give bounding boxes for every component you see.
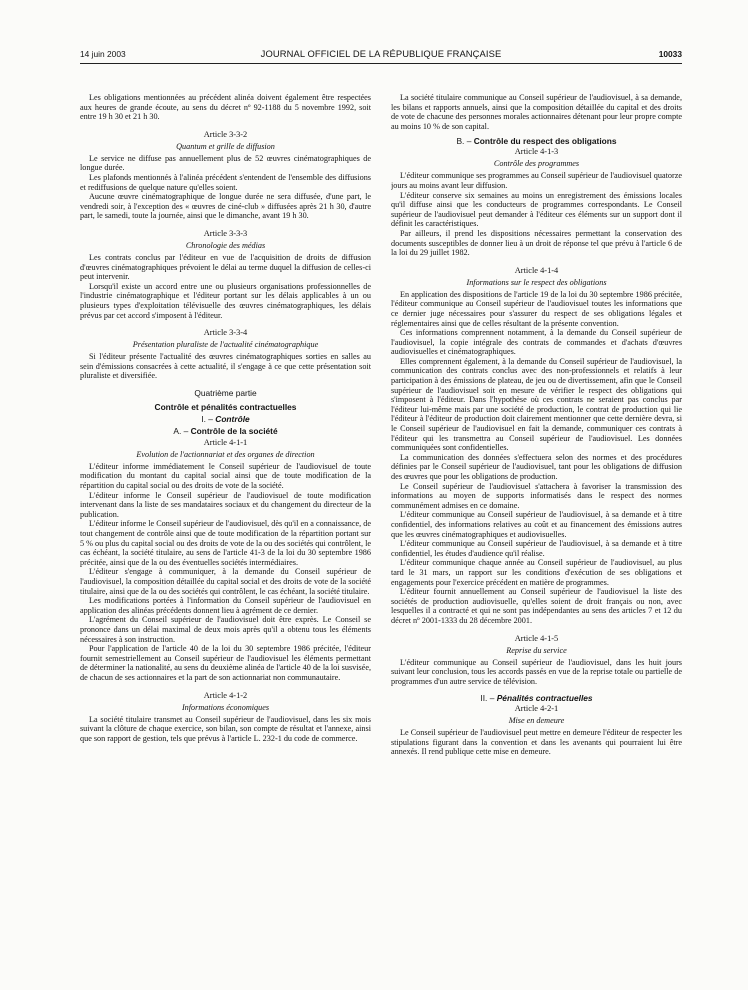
- article-heading: Article 3-3-3: [203, 228, 248, 238]
- section-title: Contrôle du respect des obligations: [473, 136, 617, 147]
- article-heading: Article 3-3-4: [203, 328, 248, 338]
- paragraph: La société titulaire communique au Conseil supérieur de l'audiovisuel, à sa demande, les bilans et rapports annuels, ainsi que la composition détaillée du capital et des droits de vote de chacune des personnes morales actionnaires détenant pour leur propre compte au moins 10 % de son capital.: [391, 93, 682, 131]
- article-subtitle: Informations sur le respect des obligations: [466, 277, 607, 287]
- paragraph: L'éditeur communique au Conseil supérieur de l'audiovisuel, à sa demande et à titre confidentiel, des informations relatives au coût et au financement des émissions autres que les œuvres cinématographiques et audiovisuelles.: [391, 510, 682, 539]
- paragraph: Elles comprennent également, à la demande du Conseil supérieur de l'audiovisuel, la communication des contrats conclus avec des non-professionnels et relatifs à leur participation à des émissions de plateau, de jeu ou de divertissement, afin que le Conseil supérieur de l'audiovisuel soit en mesure de vérifier le respect des obligations qui s'imposent à l'éditeur. Dans l'hypothèse où ces contrats ne seraient pas conclus par l'éditeur lui-même mais par une société de production, le contrat de production qui lie l'éditeur à l'éditeur de production doit clairement mentionner que cette dernière devra, si le Conseil supérieur de l'audiovisuel en fait la demande, communiquer ces contrats à l'éditeur qui les transmettra au Conseil supérieur de l'audiovisuel. Les données communiquées sont confidentielles.: [391, 356, 682, 453]
- header-page-number: 10033: [658, 49, 682, 59]
- section-title: Contrôle de la société: [190, 425, 278, 436]
- paragraph: L'éditeur communique ses programmes au Conseil supérieur de l'audiovisuel quatorze jours au moins avant leur diffusion.: [391, 171, 682, 190]
- article-subtitle: Evolution de l'actionnariat et des organes de direction: [136, 449, 315, 459]
- header-date: 14 juin 2003: [80, 49, 126, 59]
- section-number: A. –: [173, 425, 189, 436]
- section-heading-I: [80, 414, 371, 424]
- paragraph: Ces informations comprennent notamment, à la demande du Conseil supérieur de l'audiovisuel, la copie intégrale des contrats de commandes et d'achats d'œuvres audiovisuelles et cinématographiques.: [391, 328, 682, 357]
- article-subtitle: Informations économiques: [181, 702, 270, 712]
- article-subtitle: Quantum et grille de diffusion: [176, 141, 275, 151]
- article-subtitle: Mise en demeure: [508, 716, 565, 726]
- right-column: [391, 93, 682, 973]
- article-heading: Article 4-1-2: [203, 690, 248, 700]
- paragraph: L'éditeur communique au Conseil supérieur de l'audiovisuel, à sa demande et à titre confidentiel, les études d'audience qu'il réalise.: [391, 539, 682, 558]
- article-heading: Article 4-1-3: [514, 147, 559, 157]
- paragraph: La communication des données s'effectuera selon des normes et des procédures définies par le Conseil supérieur de l'audiovisuel, tant pour les obligations de diffusion des œuvres que pour les obligations de production.: [391, 452, 682, 481]
- paragraph: L'éditeur s'engage à communiquer, à la demande du Conseil supérieur de l'audiovisuel, la composition détaillée du capital social et des droits de vote de la société titulaire, ainsi que de la ou des sociétés qui contrôlent, le cas échéant, la société titulaire.: [80, 567, 371, 596]
- paragraph: Les obligations mentionnées au précédent alinéa doivent également être respectées aux heures de grande écoute, au sens du décret nº 92-1188 du 5 novembre 1992, soit entre 19 h 30 et 21 h 30.: [80, 93, 371, 122]
- paragraph: Lorsqu'il existe un accord entre une ou plusieurs organisations professionnelles de l'industrie cinématographique et l'éditeur portant sur les délais applicables à un ou plusieurs types d'exploitation télévisuelle des œuvres cinématographiques, les délais prévus par cet accord s'imposent à l'éditeur.: [80, 281, 371, 320]
- paragraph: Par ailleurs, il prend les dispositions nécessaires permettant la conservation des documents susceptibles de donner lieu à un droit de réponse tel que prévu à l'article 6 de la loi du 29 juillet 1982.: [391, 228, 682, 258]
- section-heading-A: [80, 426, 371, 436]
- paragraph: L'éditeur communique chaque année au Conseil supérieur de l'audiovisuel, au plus tard le 31 mars, un rapport sur les conditions d'exécution de ses obligations et engagements pour l'exercice précédent en matière de programmes.: [391, 558, 682, 587]
- paragraph: L'éditeur informe le Conseil supérieur de l'audiovisuel de toute modification intervenant dans la liste de ses mandataires sociaux et du changement du directeur de la publication.: [80, 490, 371, 519]
- article-subtitle: Chronologie des médias: [185, 240, 266, 250]
- part-title: Contrôle et pénalités contractuelles: [154, 401, 297, 412]
- text-columns: [80, 93, 682, 973]
- left-column: [80, 93, 371, 973]
- paragraph: Si l'éditeur présente l'actualité des œuvres cinématographiques sorties en salles au sein d'émissions consacrées à cette actualité, il s'engage à ce que cette présentation soit pluraliste et diversifiée.: [80, 352, 371, 381]
- article-heading: Article 4-1-5: [514, 633, 559, 643]
- paragraph: L'agrément du Conseil supérieur de l'audiovisuel doit être exprès. Le Conseil se prononce dans un délai maximal de deux mois après qu'il a obtenu tous les éléments nécessaires à son instruction.: [80, 615, 371, 644]
- paragraph: L'éditeur communique au Conseil supérieur de l'audiovisuel, dans les huit jours suivant leur conclusion, tous les accords passés en vue de la reprise totale ou partielle de programmes d'un autre service de télévision.: [391, 657, 682, 686]
- article-heading: Article 4-2-1: [514, 704, 559, 714]
- section-number: B. –: [456, 136, 472, 147]
- paragraph: La société titulaire transmet au Conseil supérieur de l'audiovisuel, dans les six mois suivant la clôture de chaque exercice, son bilan, son compte de résultat et l'annexe, ainsi que son rapport de gestion, tels que prévus à l'article L. 232-1 du code de commerce.: [80, 714, 371, 743]
- paragraph: L'éditeur fournit annuellement au Conseil supérieur de l'audiovisuel la liste des sociétés de production audiovisuelle, qu'elles soient de droit français ou non, avec lesquelles il a contracté et qui ne sont pas indépendantes au sens des articles 7 et 12 du décret nº 2001-1333 du 28 décembre 2001.: [391, 587, 682, 625]
- paragraph: L'éditeur informe immédiatement le Conseil supérieur de l'audiovisuel de toute modification du montant du capital social ainsi que de toute modification de la répartition du capital social ou des droits de vote de la société.: [80, 461, 371, 491]
- paragraph: L'éditeur conserve six semaines au moins un enregistrement des émissions locales qu'il diffuse ainsi que les conducteurs de programmes correspondants. Le Conseil supérieur de l'audiovisuel peut demander à l'éditeur ces éléments sur un support dont il définit les caractéristiques.: [391, 190, 682, 229]
- paragraph: En application des dispositions de l'article 19 de la loi du 30 septembre 1986 précitée, l'éditeur communique au Conseil supérieur de l'audiovisuel toutes les informations que ce dernier juge nécessaires pour s'assurer du respect de ses obligations légales et réglementaires ainsi que de celles résultant de la présente convention.: [391, 289, 682, 328]
- paragraph: Le service ne diffuse pas annuellement plus de 52 œuvres cinématographiques de longue durée.: [80, 153, 371, 173]
- article-subtitle: Reprise du service: [506, 645, 567, 655]
- section-heading-II: [391, 693, 682, 703]
- section-heading-B: [391, 136, 682, 146]
- article-heading: Article 3-3-2: [203, 129, 248, 139]
- paragraph: Le Conseil supérieur de l'audiovisuel s'attachera à favoriser la transmission des informations au moyen de supports informatisés dans le respect des normes communément admises en ce domaine.: [391, 481, 682, 510]
- section-title: Contrôle: [215, 413, 250, 424]
- paragraph: L'éditeur informe le Conseil supérieur de l'audiovisuel, dès qu'il en a connaissance, de tout changement de contrôle ainsi que de toute modification de la répartition portant sur 5 % ou plus du capital social ou des droits de vote de la ou des sociétés qui contrôlent, le cas échéant, la société titulaire, au sens de l'article 41-3 de la loi du 30 septembre 1986 précitée, ainsi que de la ou des éventuelles sociétés intermédiaires.: [80, 519, 371, 567]
- paragraph: Les contrats conclus par l'éditeur en vue de l'acquisition de droits de diffusion d'œuvres cinématographiques prévoient le délai au terme duquel la diffusion de celles-ci peut intervenir.: [80, 252, 371, 282]
- part-heading: Quatrième partie: [194, 387, 257, 398]
- page-header: [80, 47, 682, 64]
- section-number: II. –: [480, 693, 495, 704]
- header-title: JOURNAL OFFICIEL DE LA RÉPUBLIQUE FRANÇAISE: [260, 48, 502, 59]
- section-title: Pénalités contractuelles: [496, 693, 593, 704]
- paragraph: Les plafonds mentionnés à l'alinéa précédent s'entendent de l'ensemble des diffusions et rediffusions de quelque nature qu'elles soient.: [80, 172, 371, 192]
- paragraph: Les modifications portées à l'information du Conseil supérieur de l'audiovisuel en application des alinéas précédents donnent lieu à agrément de ce dernier.: [80, 596, 371, 615]
- paragraph: Le Conseil supérieur de l'audiovisuel peut mettre en demeure l'éditeur de respecter les stipulations figurant dans la convention et dans les avenants qui pourraient lui être annexés. Il rend publique cette mise en demeure.: [391, 728, 682, 757]
- article-subtitle: Présentation pluraliste de l'actualité cinématographique: [132, 340, 319, 350]
- article-heading: Article 4-1-1: [203, 437, 248, 447]
- paragraph: Aucune œuvre cinématographique de longue durée ne sera diffusée, d'une part, le vendredi soir, à l'exception des « œuvres de ciné-club » diffusées après 21 h 30, d'autre part, le samedi, toute la journée, ainsi que le dimanche, avant 19 h 30.: [80, 192, 371, 221]
- article-subtitle: Contrôle des programmes: [493, 159, 580, 169]
- paragraph: Pour l'application de l'article 40 de la loi du 30 septembre 1986 précitée, l'éditeur fournit semestriellement au Conseil supérieur de l'audiovisuel les éléments permettant de déterminer la nationalité, au sens du deuxième alinéa de l'article 40 de la loi susvisée, de chacun de ses actionnaires et la part de son actionnariat non communautaire.: [80, 644, 371, 682]
- article-heading: Article 4-1-4: [514, 265, 559, 275]
- section-number: I. –: [201, 413, 213, 424]
